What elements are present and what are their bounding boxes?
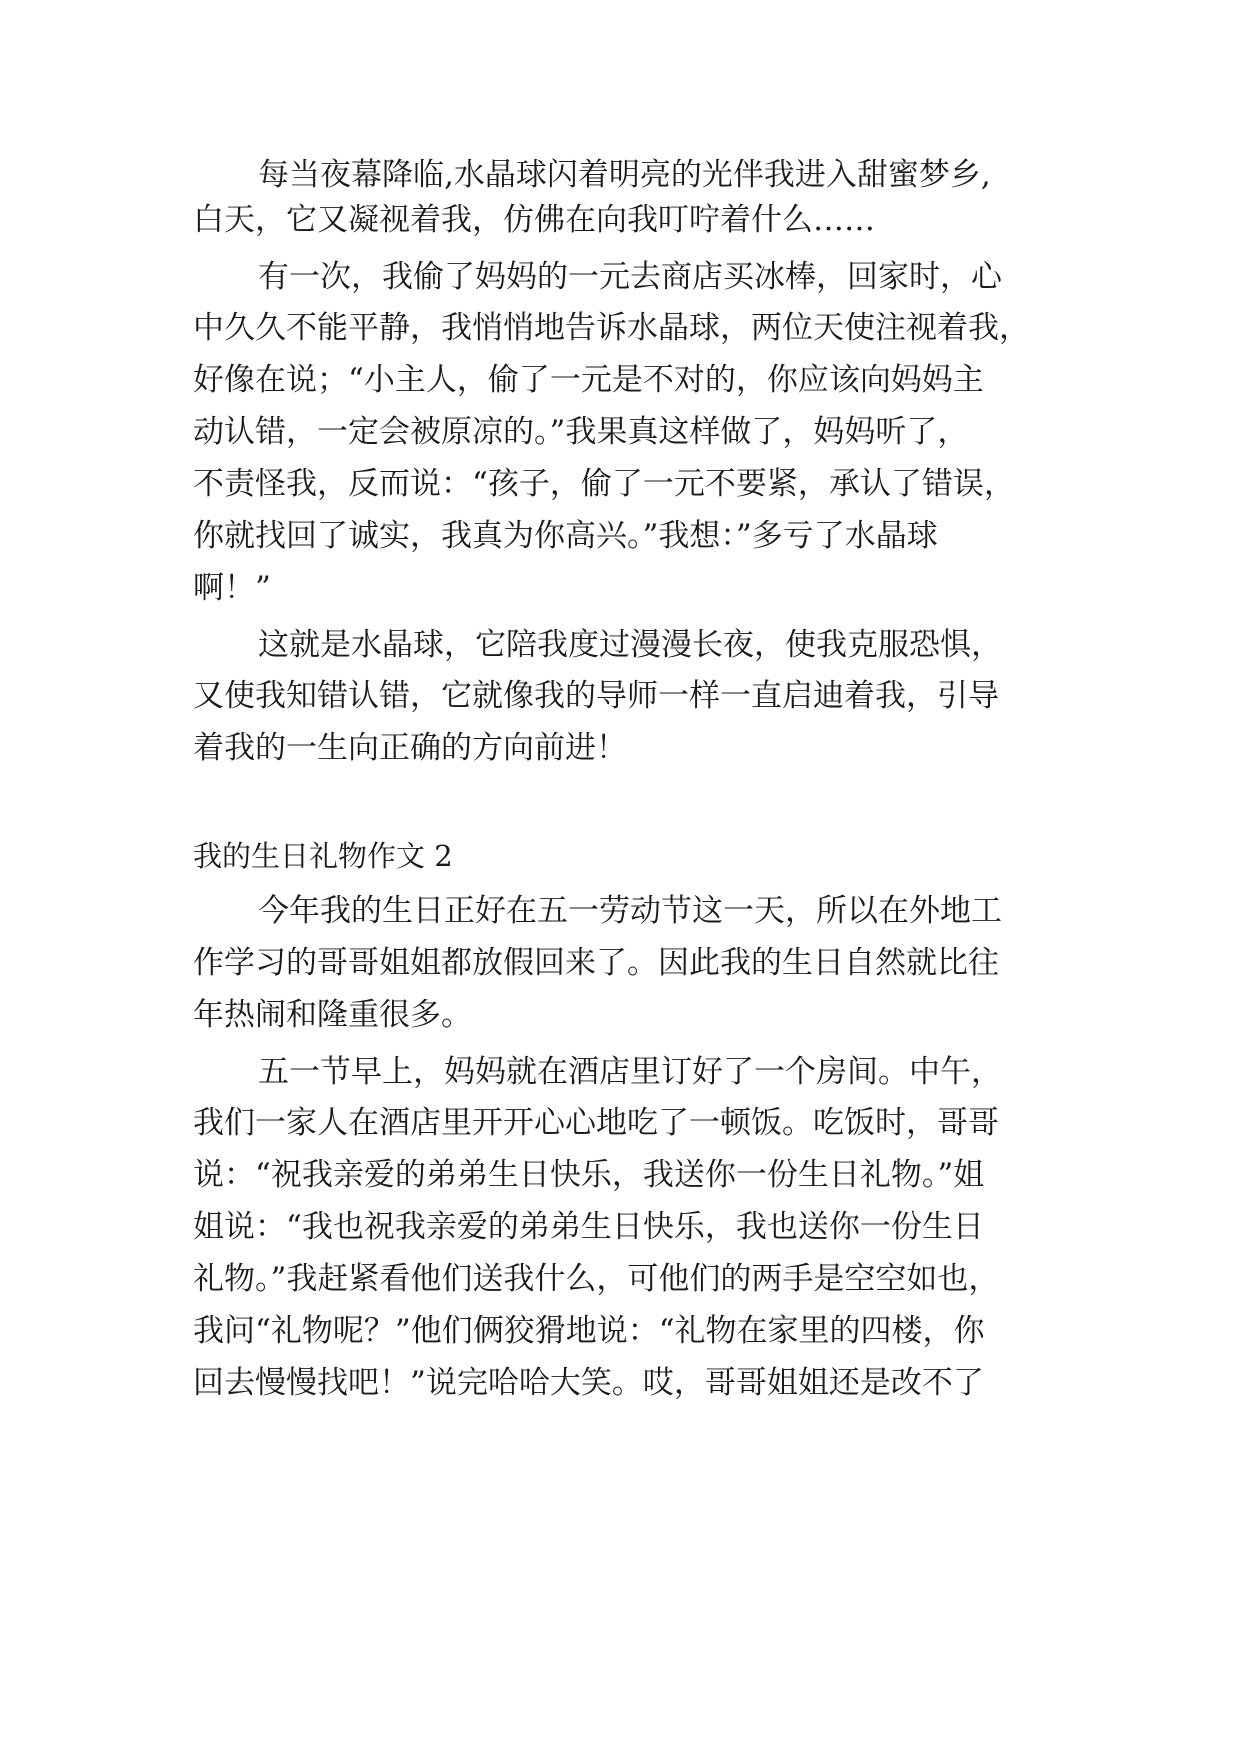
text-line: 这就是水晶球，它陪我度过漫漫长夜，使我克服恐惧， <box>258 627 1002 663</box>
text-line: 你就找回了诚实，我真为你高兴。”我想：”多亏了水晶球 <box>193 518 938 554</box>
text-line: 我们一家人在酒店里开开心心地吃了一顿饭。吃饭时，哥哥 <box>193 1105 999 1141</box>
text-line: 着我的一生向正确的方向前进！ <box>193 730 627 766</box>
text-line: 说：“祝我亲爱的弟弟生日快乐，我送你一份生日礼物。”姐 <box>193 1157 985 1193</box>
section-heading: 我的生日礼物作文 2 <box>193 839 453 873</box>
text-line: 每当夜幕降临,水晶球闪着明亮的光伴我进入甜蜜梦乡, <box>258 157 991 193</box>
text-line: 年热闹和隆重很多。 <box>193 997 472 1033</box>
text-line: 不责怪我，反而说：“孩子，偷了一元不要紧，承认了错误， <box>193 466 1015 502</box>
text-line: 今年我的生日正好在五一劳动节这一天，所以在外地工 <box>258 893 1002 929</box>
text-line: 回去慢慢找吧！”说完哈哈大笑。哎，哥哥姐姐还是改不了 <box>193 1365 984 1401</box>
text-line: 礼物。”我赶紧看他们送我什么，可他们的两手是空空如也， <box>193 1261 1000 1297</box>
text-line: 白天，它又凝视着我，仿佛在向我叮咛着什么…… <box>193 202 875 238</box>
text-line: 姐说：“我也祝我亲爱的弟弟生日快乐，我也送你一份生日 <box>193 1209 984 1245</box>
text-line: 中久久不能平静，我悄悄地告诉水晶球，两位天使注视着我， <box>193 310 1030 346</box>
text-line: 好像在说；“小主人，偷了一元是不对的，你应该向妈妈主 <box>193 362 984 398</box>
text-line: 动认错，一定会被原凉的。”我果真这样做了，妈妈听了， <box>193 414 969 450</box>
text-line: 又使我知错认错，它就像我的导师一样一直启迪着我，引导 <box>193 678 999 714</box>
text-line: 五一节早上，妈妈就在酒店里订好了一个房间。中午， <box>258 1054 1002 1090</box>
text-line: 啊！” <box>193 570 271 606</box>
text-line: 作学习的哥哥姐姐都放假回来了。因此我的生日自然就比往 <box>193 945 999 981</box>
text-line: 我问“礼物呢？”他们俩狡猾地说：“礼物在家里的四楼，你 <box>193 1313 985 1349</box>
text-line: 有一次，我偷了妈妈的一元去商店买冰棒，回家时，心 <box>258 259 1002 295</box>
